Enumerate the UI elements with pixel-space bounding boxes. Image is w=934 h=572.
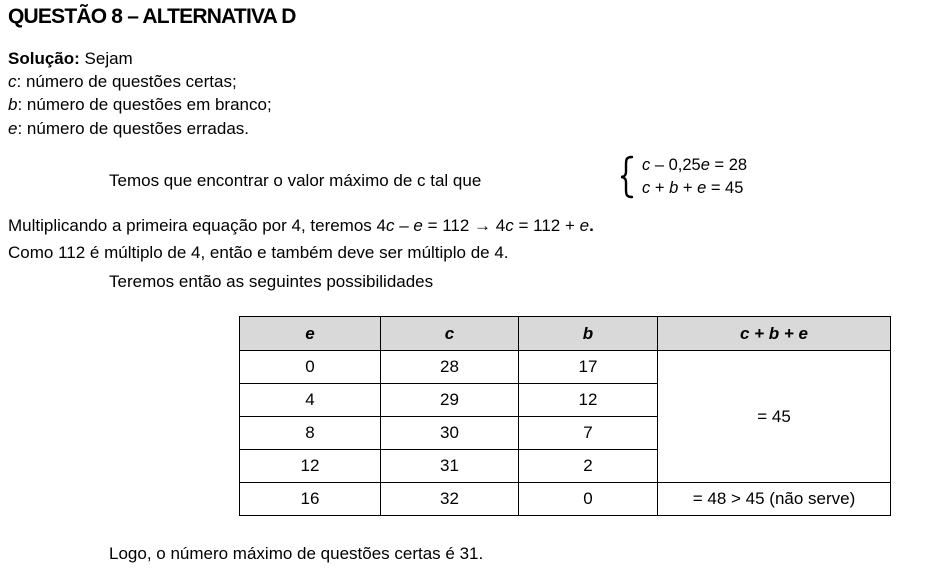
step1-var-e: e [413,216,423,235]
cell-b: 12 [519,384,658,417]
step1-var-c: c [385,216,395,235]
cell-sum-merged: = 45 [658,351,891,483]
cell-c: 28 [381,351,519,384]
equation-2 [642,178,743,198]
cell-b: 7 [519,417,658,450]
header-e: e [240,317,381,351]
cell-e: 4 [240,384,381,417]
step1-mid: = 112 → 4 [422,216,506,235]
conclusion: Logo, o número máximo de questões certas é 31. [109,544,484,563]
eq2-var-e: e [697,179,707,197]
cell-c: 32 [381,483,519,516]
definition-c [8,72,237,92]
cell-e: 12 [240,450,381,483]
definition-b-text: : número de questões em branco; [17,95,272,114]
step1-var-e2: e [579,216,590,235]
eq2-plus-1: + [650,179,670,197]
definition-b [8,95,272,115]
question-title: QUESTÃO 8 – ALTERNATIVA D [8,5,296,28]
eq2-plus-2: + [678,179,698,197]
cell-e: 0 [240,351,381,384]
eq2-rhs: = 45 [706,179,744,197]
table-row [240,483,891,516]
step1-end: . [589,216,594,235]
table-header-row [240,317,891,351]
definition-e [8,119,249,139]
equation-1 [642,155,747,175]
cell-c: 30 [381,417,519,450]
step-1 [8,216,594,236]
step1-text-b: = 112 + [513,216,580,235]
solution-label: Solução: [8,49,80,68]
solution-intro-text: Sejam [79,49,133,68]
possibilities-table [239,316,891,516]
step-2: Como 112 é múltiplo de 4, então e também deve ser múltiplo de 4. [8,243,509,262]
step-3: Teremos então as seguintes possibilidades [109,272,434,291]
eq1-rhs: = 28 [709,156,748,174]
solution-intro [8,49,133,69]
eq2-var-b: b [669,179,679,197]
cell-b: 0 [519,483,658,516]
eq1-var-c: c [642,156,651,174]
header-c: c [381,317,519,351]
eq2-var-c: c [642,179,651,197]
cell-b: 17 [519,351,658,384]
step1-minus: – [394,216,414,235]
var-c: c [8,72,17,91]
cell-c: 29 [381,384,519,417]
var-e: e [8,119,18,138]
step1-text-a: Multiplicando a primeira equação por 4, teremos 4 [8,216,386,235]
var-b: b [8,95,18,114]
table-row [240,351,891,384]
eq1-var-e: e [700,156,710,174]
header-b: b [519,317,658,351]
curly-brace-icon [618,154,636,200]
cell-c: 31 [381,450,519,483]
cell-e: 8 [240,417,381,450]
step1-var-c2: c [505,216,514,235]
eq1-coef: – 0,25 [650,156,701,174]
cell-sum-last: = 48 > 45 (não serve) [658,483,891,516]
cell-e: 16 [240,483,381,516]
definition-e-text: : número de questões erradas. [17,119,249,138]
definition-c-text: : número de questões certas; [16,72,237,91]
objective-text: Temos que encontrar o valor máximo de c tal que [109,171,482,190]
header-sum: c + b + e [658,317,891,351]
cell-b: 2 [519,450,658,483]
